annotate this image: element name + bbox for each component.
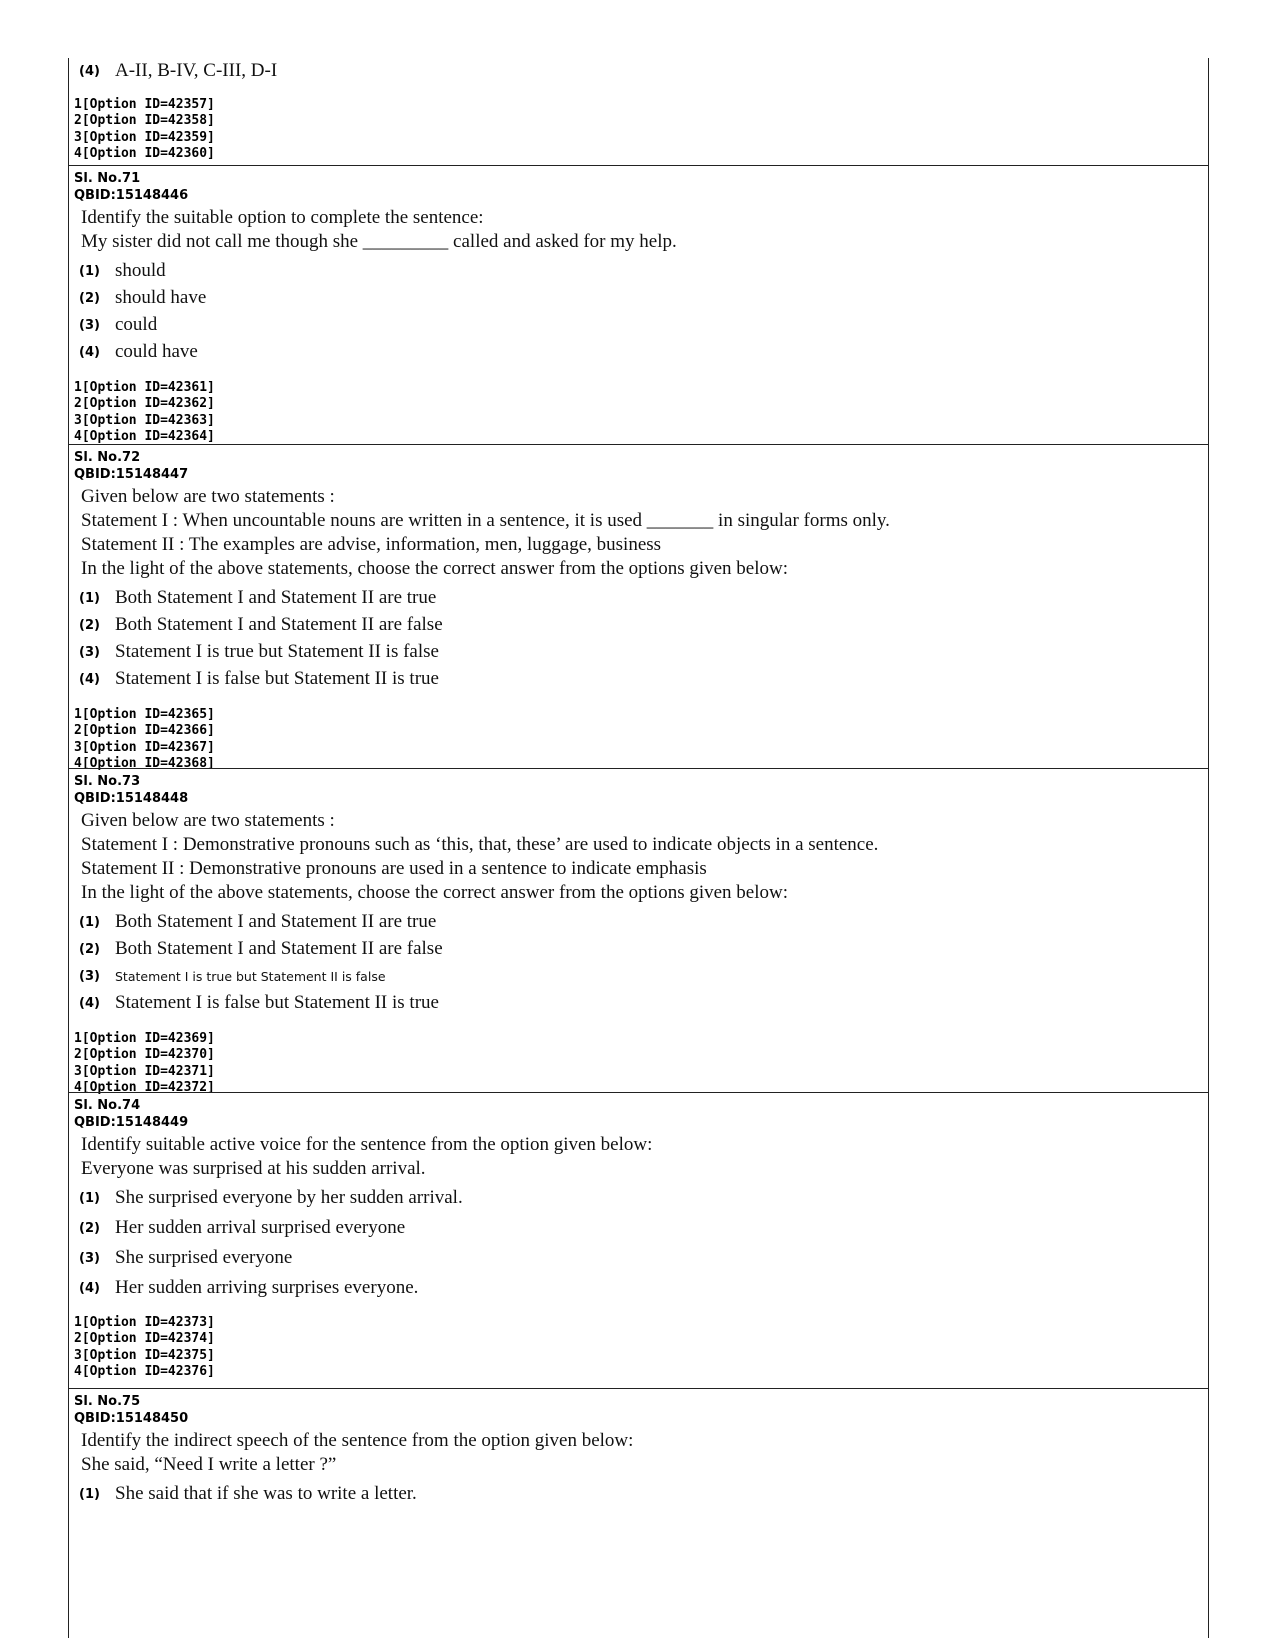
option-row: [69, 1215, 1208, 1245]
option-row: [69, 1481, 1208, 1508]
option-number: (4): [79, 64, 100, 79]
question-block: [69, 1388, 1208, 1508]
question-line: Given below are two statements :: [81, 810, 335, 831]
question-line: Statement I : When uncountable nouns are written in a sentence, it is used _______ in singular forms only.: [81, 510, 890, 531]
serial-number: Sl. No.72: [74, 450, 141, 465]
option-text: A-II, B-IV, C-III, D-I: [115, 60, 278, 81]
option-row: [69, 666, 1208, 693]
question-line: Given below are two statements :: [81, 486, 335, 507]
question-line: Everyone was surprised at his sudden arrival.: [81, 1158, 426, 1179]
option-id: 2[Option ID=42374]: [74, 1331, 215, 1347]
option-list: [69, 258, 1208, 366]
option-number: (1): [79, 915, 100, 930]
option-id: 2[Option ID=42370]: [74, 1047, 215, 1063]
option-row: [69, 1245, 1208, 1275]
option-id: 2[Option ID=42366]: [74, 723, 215, 739]
option-text: Statement I is false but Statement II is true: [115, 992, 439, 1013]
option-row: [69, 990, 1208, 1017]
option-id: 1[Option ID=42369]: [74, 1031, 215, 1046]
qbid: QBID:15148450: [74, 1411, 189, 1426]
option-number: (4): [79, 1281, 100, 1296]
option-id: 1[Option ID=42365]: [74, 707, 215, 722]
option-text: Both Statement I and Statement II are false: [115, 938, 443, 959]
question-text: [69, 1133, 1208, 1181]
option-id: 1[Option ID=42357]: [74, 97, 215, 112]
option-number: (1): [79, 1191, 100, 1206]
question-line: My sister did not call me though she _________ called and asked for my help.: [81, 231, 677, 252]
option-number: (1): [79, 1487, 100, 1502]
option-id: 4[Option ID=42376]: [74, 1363, 215, 1379]
option-text: Her sudden arrival surprised everyone: [115, 1217, 406, 1238]
option-row: [69, 312, 1208, 339]
option-number: (2): [79, 1221, 100, 1236]
option-row: [69, 285, 1208, 312]
option-number: (4): [79, 996, 100, 1011]
option-id: 2[Option ID=42358]: [74, 113, 215, 129]
option-text: Statement I is true but Statement II is false: [115, 969, 386, 984]
question-paper: [68, 58, 1209, 1638]
question-line: Identify the suitable option to complete the sentence:: [81, 207, 484, 228]
option-id-list: [69, 1031, 1208, 1096]
question-text: [69, 1429, 1208, 1477]
option-id: 4[Option ID=42364]: [74, 428, 215, 444]
option-id-list: [69, 707, 1208, 772]
option-text: should have: [115, 287, 207, 308]
option-id: 4[Option ID=42360]: [74, 145, 215, 161]
option-row: [69, 909, 1208, 936]
question-line: Identify the indirect speech of the sentence from the option given below:: [81, 1430, 634, 1451]
serial-number: Sl. No.71: [74, 171, 141, 186]
option-list: [69, 1481, 1208, 1508]
option-number: (2): [79, 618, 100, 633]
option-text: Both Statement I and Statement II are false: [115, 614, 443, 635]
option-number: (3): [79, 1251, 100, 1266]
question-line: Statement II : The examples are advise, information, men, luggage, business: [81, 534, 662, 555]
option-text: Both Statement I and Statement II are true: [115, 911, 437, 932]
option-text: Statement I is true but Statement II is false: [115, 641, 439, 662]
option-id: 4[Option ID=42368]: [74, 755, 215, 771]
option-list: [69, 909, 1208, 1017]
option-text: She surprised everyone by her sudden arrival.: [115, 1187, 463, 1208]
question-line: Identify suitable active voice for the sentence from the option given below:: [81, 1134, 653, 1155]
option-id-list: [69, 1315, 1208, 1380]
option-number: (1): [79, 591, 100, 606]
option-number: (2): [79, 291, 100, 306]
serial-number: Sl. No.73: [74, 774, 141, 789]
question-line: Statement I : Demonstrative pronouns such as ‘this, that, these’ are used to indicate objects in a sentence.: [81, 834, 879, 855]
option-id-list: [69, 97, 1208, 162]
option-row: [69, 963, 1208, 990]
option-id: 3[Option ID=42371]: [74, 1063, 215, 1079]
option-row: [69, 936, 1208, 963]
qbid: QBID:15148446: [74, 188, 189, 203]
option-id: 1[Option ID=42373]: [74, 1315, 215, 1330]
option-id: 1[Option ID=42361]: [74, 380, 215, 395]
option-number: (2): [79, 942, 100, 957]
option-row: [69, 1185, 1208, 1215]
option-list: [69, 585, 1208, 693]
question-text: [69, 809, 1208, 905]
option-id-list: [69, 380, 1208, 445]
option-number: (1): [79, 264, 100, 279]
option-text: Her sudden arriving surprises everyone.: [115, 1277, 419, 1298]
question-line: She said, “Need I write a letter ?”: [81, 1454, 337, 1475]
qbid: QBID:15148449: [74, 1115, 189, 1130]
question-line: Statement II : Demonstrative pronouns are used in a sentence to indicate emphasis: [81, 858, 707, 879]
option-number: (3): [79, 645, 100, 660]
option-number: (4): [79, 345, 100, 360]
option-row: [69, 258, 1208, 285]
question-text: [69, 206, 1208, 254]
question-block: [69, 444, 1208, 772]
qbid: QBID:15148447: [74, 467, 189, 482]
option-number: (3): [79, 318, 100, 333]
option-id: 3[Option ID=42375]: [74, 1347, 215, 1363]
option-text: could: [115, 314, 158, 335]
option-id: 3[Option ID=42359]: [74, 129, 215, 145]
option-row: [69, 585, 1208, 612]
question-line: In the light of the above statements, choose the correct answer from the options given below:: [81, 558, 789, 579]
question-block: [69, 768, 1208, 1096]
serial-number: Sl. No.75: [74, 1394, 141, 1409]
question-text: [69, 485, 1208, 581]
option-text: could have: [115, 341, 198, 362]
option-id: 3[Option ID=42363]: [74, 412, 215, 428]
serial-number: Sl. No.74: [74, 1098, 141, 1113]
option-row: [69, 1275, 1208, 1305]
option-row: [69, 339, 1208, 366]
option-text: should: [115, 260, 166, 281]
option-text: She surprised everyone: [115, 1247, 293, 1268]
option-id: 2[Option ID=42362]: [74, 396, 215, 412]
question-block: [69, 1092, 1208, 1380]
question-line: In the light of the above statements, choose the correct answer from the options given below:: [81, 882, 789, 903]
option-text: Both Statement I and Statement II are true: [115, 587, 437, 608]
qbid: QBID:15148448: [74, 791, 189, 806]
previous-question-tail: [69, 58, 1208, 162]
question-block: [69, 165, 1208, 445]
option-row: [69, 58, 1208, 85]
option-text: She said that if she was to write a letter.: [115, 1483, 417, 1504]
option-number: (4): [79, 672, 100, 687]
option-text: Statement I is false but Statement II is true: [115, 668, 439, 689]
option-list: [69, 1185, 1208, 1305]
option-id: 4[Option ID=42372]: [74, 1079, 215, 1095]
option-id: 3[Option ID=42367]: [74, 739, 215, 755]
option-number: (3): [79, 969, 100, 984]
option-row: [69, 639, 1208, 666]
option-row: [69, 612, 1208, 639]
